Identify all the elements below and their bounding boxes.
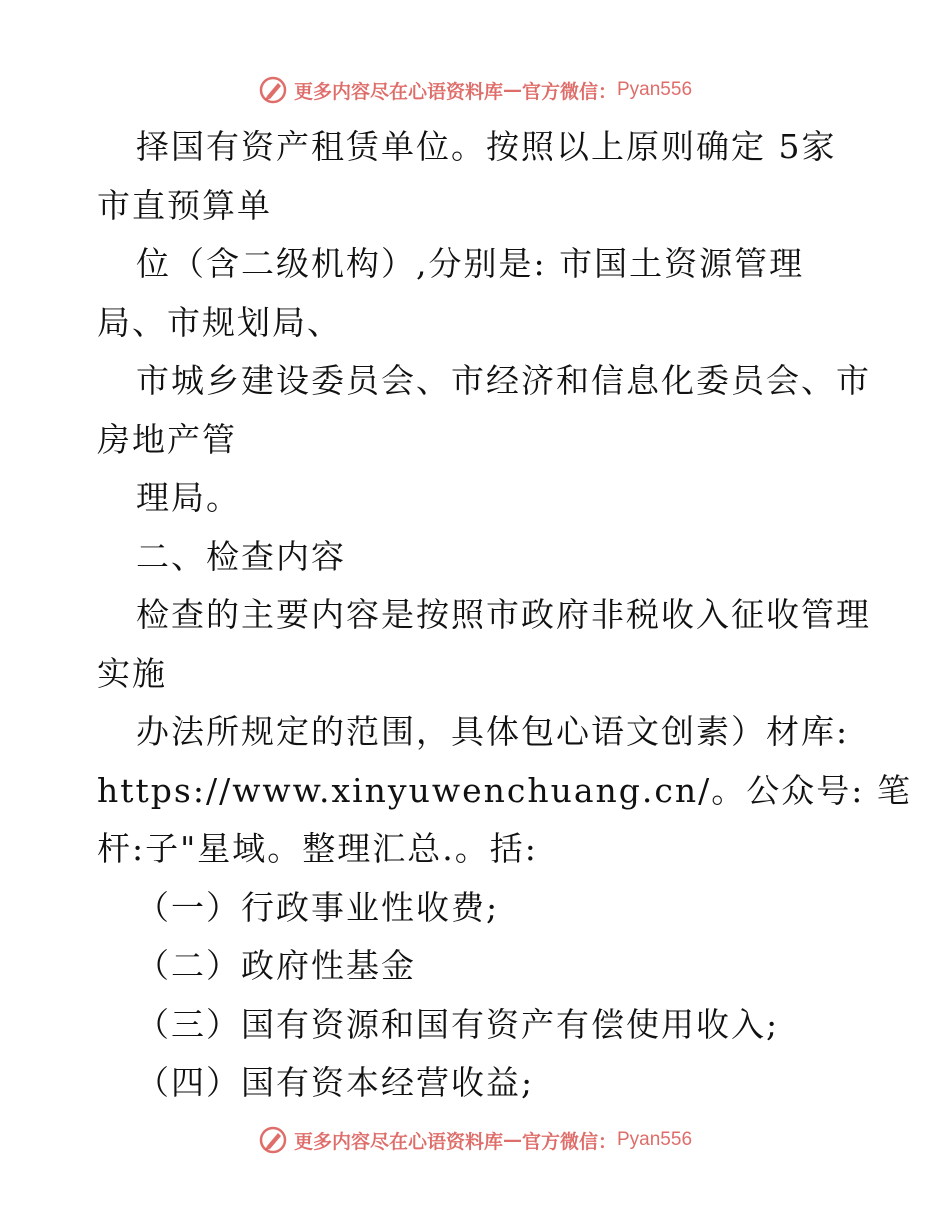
header-promo-text: 更多内容尽在心语资料库 [293,80,503,103]
body-line-2: 市直预算单 [97,185,272,225]
footer-promo-text: 更多内容尽在心语资料库 [293,1130,503,1153]
section-heading-2: 二、检查内容 [136,536,346,576]
footer-wechat-id: Pyan556 [617,1129,693,1150]
pen-logo-icon [258,75,288,105]
header-separator: — [502,79,522,101]
list-item-1: （一）行政事业性收费; [136,887,500,927]
header-wechat-id: Pyan556 [617,79,693,100]
body-line-13: 杆:子"星域。整理汇总.。括: [97,829,538,868]
body-line-4: 局、市规划局、 [97,302,342,342]
pen-logo-icon [258,1125,288,1155]
body-line-5: 市城乡建设委员会、市经济和信息化委员会、市 [136,361,871,400]
list-item-4: （四）国有资本经营收益; [136,1063,535,1102]
list-item-2: （二）政府性基金 [136,946,416,985]
body-line-6: 房地产管 [97,419,237,459]
body-line-url: https://www.xinyuwenchuang.cn/。公众号: 笔 [97,770,912,810]
body-line-11: 办法所规定的范围，具体包心语文创素）材库: [136,712,850,751]
footer-wechat-label: 官方微信： [521,1130,617,1153]
body-line-7: 理局。 [136,478,241,517]
header-wechat-label: 官方微信： [521,80,617,103]
list-item-3: （三）国有资源和国有资产有偿使用收入; [136,1004,780,1044]
footer-separator: — [502,1129,522,1151]
body-line-9: 检查的主要内容是按照市政府非税收入征收管理 [136,595,871,634]
body-line-1: 择国有资产租赁单位。按照以上原则确定 5家 [136,127,837,166]
footer-watermark-banner [0,1120,950,1160]
body-line-3: 位（含二级机构）,分别是: 市国土资源管理 [136,244,805,283]
document-body [97,118,912,1113]
header-watermark-banner [0,70,950,110]
body-line-10: 实施 [97,653,167,693]
